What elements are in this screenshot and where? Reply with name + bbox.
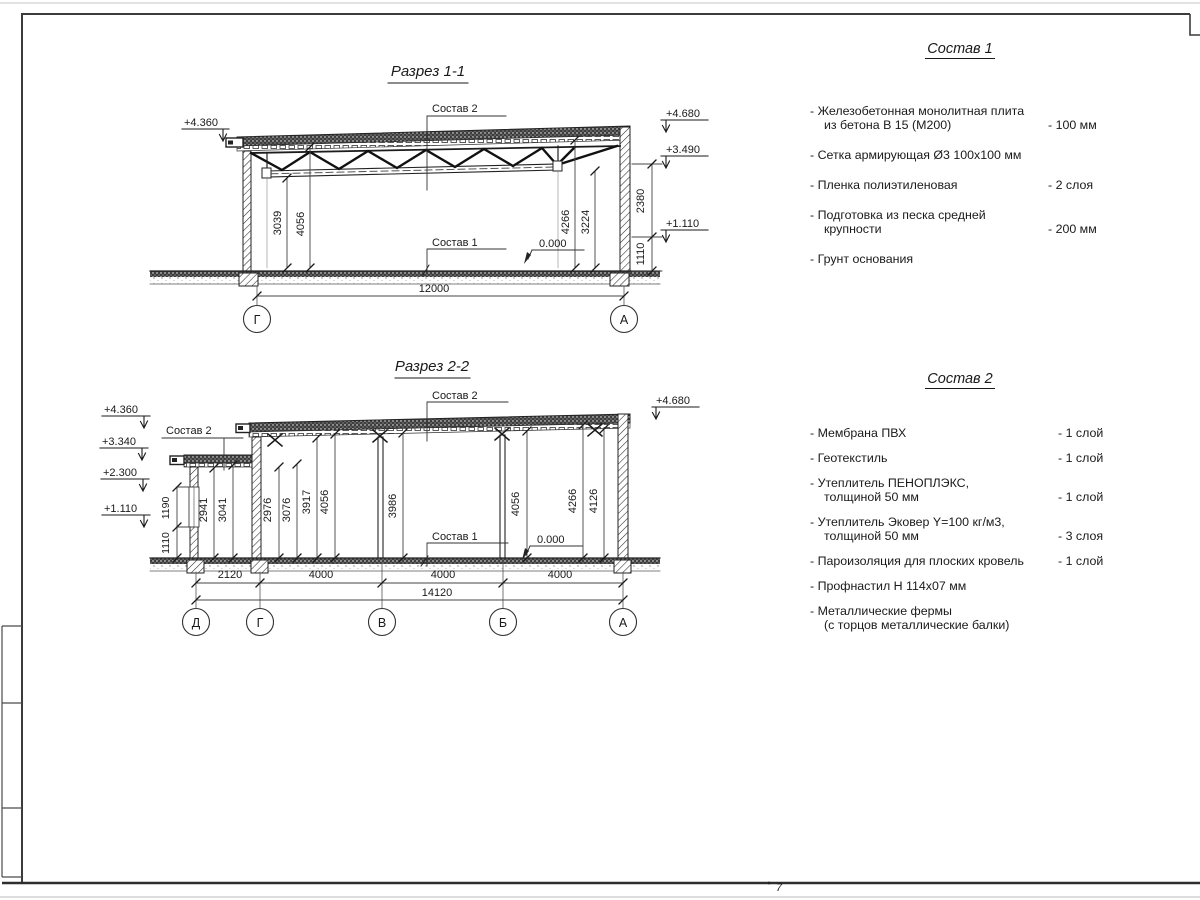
column-axis-b (500, 435, 505, 558)
layer-list-sostav-1 (810, 42, 1110, 282)
dim-4266: 4266 (560, 209, 572, 235)
dim-4000c: 4000 (547, 569, 573, 581)
label2-zero: 0.000 (537, 534, 565, 546)
dim-12000: 12000 (418, 283, 450, 295)
dim-2976: 2976 (262, 497, 274, 523)
dim-1110: 1110 (160, 532, 172, 554)
axis-letter-a: А (619, 313, 629, 327)
list-item: - Пленка полиэтиленовая - 2 слоя (810, 178, 1094, 192)
dim-4000a: 4000 (308, 569, 334, 581)
footing-right (610, 273, 629, 286)
dim-4000b: 4000 (430, 569, 456, 581)
axis-letter-b2: Б (498, 616, 508, 630)
dim-3917: 3917 (301, 489, 313, 515)
footing-g (251, 560, 268, 573)
list-item: - Утеплитель ПЕНОПЛЭКС, толщиной 50 мм - 1 слой (810, 476, 1104, 504)
axis-letter-v2: В (377, 616, 387, 630)
list-item: - Сетка армирующая Ø3 100х100 мм (810, 148, 1022, 162)
axis-letter-a2: А (618, 616, 628, 630)
list-item: - Геотекстиль - 1 слой (810, 451, 1104, 465)
column-axis-v (378, 437, 383, 558)
section-2-2 (100, 358, 699, 636)
elev2-4360: +4.360 (104, 404, 138, 416)
dim-3986: 3986 (387, 493, 399, 519)
list-item: - Грунт основания (810, 252, 914, 266)
axis-letter-g2: Г (256, 616, 264, 630)
dimensions-right-1 (632, 160, 662, 275)
list1-title: Состав 1 (927, 41, 993, 57)
dim-14120: 14120 (421, 587, 453, 599)
elev-4360: +4.360 (184, 117, 218, 129)
label-sostav2: Состав 2 (432, 103, 478, 115)
dim-4266: 4266 (567, 488, 579, 514)
section-1-1-title: Разрез 1-1 (390, 63, 466, 80)
elev-1110: +1.110 (666, 218, 700, 230)
dim-4126: 4126 (588, 488, 600, 514)
list-item: - Металлические фермы (с торцов металлические балки) (810, 604, 1010, 632)
label-zero: 0.000 (539, 238, 567, 250)
wall-right (620, 127, 630, 271)
axes-1 (244, 283, 638, 333)
list-item: - Подготовка из песка средней крупности - 200 мм (810, 208, 1097, 236)
dim-4056b: 4056 (510, 491, 522, 517)
page-mark: 7 (776, 882, 783, 894)
elev2-2300: +2.300 (103, 467, 137, 479)
dim-1190: 1190 (160, 496, 172, 520)
elev2-3340: +3.340 (102, 436, 136, 448)
dim-1110: 1110 (635, 242, 647, 266)
label-sostav1: Состав 1 (432, 237, 478, 249)
dim-4056a: 4056 (319, 489, 331, 515)
dim-2120: 2120 (217, 569, 243, 581)
elev-4680: +4.680 (666, 108, 700, 120)
list-item: - Мембрана ПВХ - 1 слой (810, 426, 1104, 440)
label2-sostav2-annex: Состав 2 (166, 425, 212, 437)
frame-dot (768, 882, 771, 885)
list-item: - Железобетонная монолитная плита из бетона В 15 (М200) - 100 мм (810, 104, 1097, 132)
dimensions-left-2 (160, 483, 192, 562)
wall-left (243, 151, 251, 271)
list-item: - Профнастил Н 114х07 мм (810, 579, 967, 593)
dim-4056: 4056 (295, 211, 307, 237)
section-2-2-title: Разрез 2-2 (394, 358, 470, 375)
list2-title: Состав 2 (927, 371, 993, 387)
footing-d (187, 560, 204, 573)
dim-3039: 3039 (272, 210, 284, 236)
axis-letter-g: Г (253, 313, 261, 327)
wall-axis-g (252, 437, 261, 558)
wall-axis-a (618, 414, 628, 558)
layer-list-sostav-2 (810, 372, 1110, 643)
list-item: - Пароизоляция для плоских кровель - 1 слой (810, 554, 1104, 568)
label2-sostav2-main: Состав 2 (432, 390, 478, 402)
list-item: - Утеплитель Эковер Y=100 кг/м3, толщиной 50 мм - 3 слоя (810, 515, 1104, 543)
elev2-1110: +1.110 (104, 503, 138, 515)
elev-3490: +3.490 (666, 144, 700, 156)
floor-slab-1 (150, 265, 660, 286)
elev2-4680: +4.680 (656, 395, 690, 407)
section-1-1 (150, 63, 708, 333)
axis-letter-d2: Д (191, 616, 201, 630)
dim-3224: 3224 (580, 209, 592, 235)
footing-a (614, 560, 631, 573)
dim-3076: 3076 (281, 497, 293, 523)
dim-3041: 3041 (217, 497, 229, 523)
footing-left (239, 273, 258, 286)
roof-slab-annex (184, 455, 252, 463)
dim-2941: 2941 (198, 497, 210, 523)
label2-sostav1: Состав 1 (432, 531, 478, 543)
dim-2380: 2380 (635, 188, 647, 214)
